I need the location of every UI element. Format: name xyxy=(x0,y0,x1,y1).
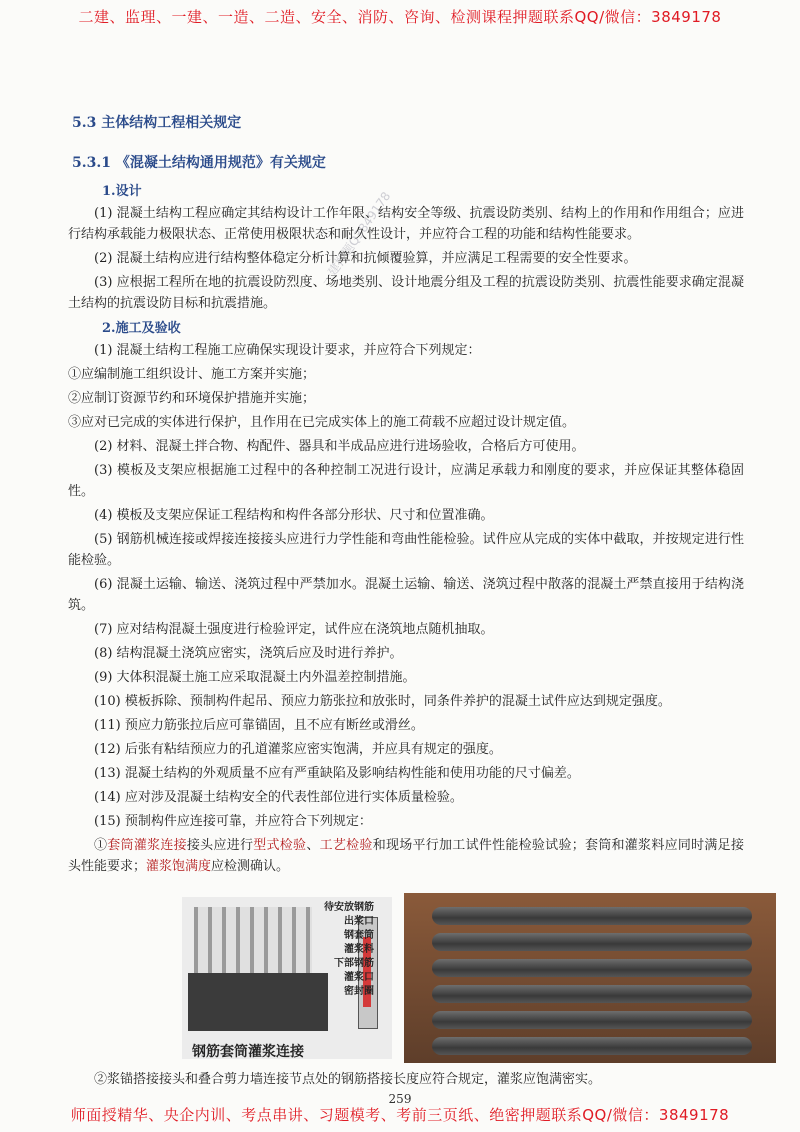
construction-item: (12) 后张有粘结预应力的孔道灌浆应密实饱满，并应具有规定的强度。 xyxy=(94,742,502,757)
text-run: 、 xyxy=(306,838,320,853)
construction-subitem-highlighted xyxy=(68,835,744,877)
sleeve-photo-item xyxy=(432,1037,752,1055)
figure-caption: 钢筋套筒灌浆连接 xyxy=(192,1044,304,1060)
construction-subitem: ②应制订资源节约和环境保护措施并实施； xyxy=(68,391,316,406)
design-item: (1) 混凝土结构工程应确定其结构设计工作年限、结构安全等级、抗震设防类别、结构上的作用和作用组合；应进行结构承载能力极限状态、正常使用极限状态和耐久性设计，并应符合工程的功能和结构性能要求。 xyxy=(68,206,744,242)
construction-subitem: ①应编制施工组织设计、施工方案并实施； xyxy=(68,367,316,382)
construction-item: (9) 大体积混凝土施工应采取混凝土内外温差控制措施。 xyxy=(94,670,416,685)
construction-item: (11) 预应力筋张拉后应可靠锚固，且不应有断丝或滑丝。 xyxy=(94,718,424,733)
page-number: 259 xyxy=(388,1092,412,1106)
sleeve-diagram xyxy=(182,897,392,1059)
page-content xyxy=(68,112,744,1093)
construction-item: (4) 模板及支架应保证工程结构和构件各部分形状、尺寸和位置准确。 xyxy=(94,508,494,523)
construction-subitem: ②浆锚搭接接头和叠合剪力墙连接节点处的钢筋搭接长度应符合规定，灌浆应饱满密实。 xyxy=(94,1072,602,1087)
construction-item: (1) 混凝土结构工程施工应确保实现设计要求，并应符合下列规定： xyxy=(94,343,481,358)
construction-item: (10) 模板拆除、预制构件起吊、预应力筋张拉和放张时，同条件养护的混凝土试件应达到规定强度。 xyxy=(94,694,671,709)
text-run: 和现场平行加工试件性能检验试验；套筒和灌浆料应同时满足接头性能要求； xyxy=(68,838,744,874)
diagram-label: 待安放钢筋 xyxy=(324,902,374,913)
design-item: (3) 应根据工程所在地的抗震设防烈度、场地类别、设计地震分组及工程的抗震设防类别、抗震性能要求确定混凝土结构的抗震设防目标和抗震措施。 xyxy=(68,275,744,311)
construction-heading: 2.施工及验收 xyxy=(102,321,181,336)
design-item: (2) 混凝土结构应进行结构整体稳定分析计算和抗倾覆验算，并应满足工程需要的安全性要求。 xyxy=(94,251,637,266)
highlight-term: 套筒灌浆连接 xyxy=(107,838,187,853)
watermark: 一建押题Q3849178 xyxy=(318,189,394,289)
highlight-term: 型式检验 xyxy=(253,838,307,853)
sleeve-photo-item xyxy=(432,985,752,1003)
highlight-term: 灌浆饱满度 xyxy=(146,859,212,874)
construction-item: (8) 结构混凝土浇筑应密实，浇筑后应及时进行养护。 xyxy=(94,646,403,661)
construction-item: (5) 钢筋机械连接或焊接连接接头应进行力学性能和弯曲性能检验。试件应从完成的实体中截取，并按规定进行性能检验。 xyxy=(68,532,744,568)
highlight-term: 工艺检验 xyxy=(319,838,373,853)
text-run: 应检测确认。 xyxy=(211,859,290,874)
sleeve-photo-item xyxy=(432,1011,752,1029)
construction-item: (13) 混凝土结构的外观质量不应有严重缺陷及影响结构性能和使用功能的尺寸偏差。 xyxy=(94,766,580,781)
subsection-title: 5.3.1 《混凝土结构通用规范》有关规定 xyxy=(72,155,326,171)
section-title: 5.3 主体结构工程相关规定 xyxy=(72,115,242,131)
sleeve-grouting-figure xyxy=(182,893,778,1063)
footer-banner: 师面授精华、央企内训、考点串讲、习题模考、考前三页纸、绝密押题联系QQ/微信：3849178 xyxy=(70,1106,730,1124)
diagram-label: 钢套筒 xyxy=(344,930,374,941)
diagram-label: 下部钢筋 xyxy=(334,958,374,969)
construction-item: (7) 应对结构混凝土强度进行检验评定，试件应在浇筑地点随机抽取。 xyxy=(94,622,494,637)
diagram-label: 灌浆料 xyxy=(344,944,374,955)
text-run: 接头应进行 xyxy=(186,838,254,853)
sleeve-photo-item xyxy=(432,933,752,951)
construction-item: (2) 材料、混凝土拌合物、构配件、器具和半成品应进行进场验收，合格后方可使用。 xyxy=(94,439,585,454)
diagram-label: 灌浆口 xyxy=(344,972,374,983)
construction-item: (15) 预制构件应连接可靠，并应符合下列规定： xyxy=(94,814,372,829)
sleeves-photo xyxy=(404,893,776,1063)
diagram-label: 出浆口 xyxy=(344,916,374,927)
header-banner: 二建、监理、一建、一造、二造、安全、消防、咨询、检测课程押题联系QQ/微信：3849178 xyxy=(78,8,722,26)
construction-item: (14) 应对涉及混凝土结构安全的代表性部位进行实体质量检验。 xyxy=(94,790,463,805)
diagram-labels xyxy=(288,901,374,999)
sleeve-photo-item xyxy=(432,907,752,925)
construction-item: (3) 模板及支架应根据施工过程中的各种控制工况进行设计，应满足承载力和刚度的要求，并应保证其整体稳固性。 xyxy=(68,463,744,499)
diagram-label: 密封圈 xyxy=(344,986,374,997)
construction-subitem: ③应对已完成的实体进行保护，且作用在已完成实体上的施工荷载不应超过设计规定值。 xyxy=(68,415,576,430)
design-heading: 1.设计 xyxy=(102,184,142,199)
construction-item: (6) 混凝土运输、输送、浇筑过程中严禁加水。混凝土运输、输送、浇筑过程中散落的混凝土严禁直接用于结构浇筑。 xyxy=(68,577,744,613)
sleeve-photo-item xyxy=(432,959,752,977)
text-run: ① xyxy=(94,838,108,853)
